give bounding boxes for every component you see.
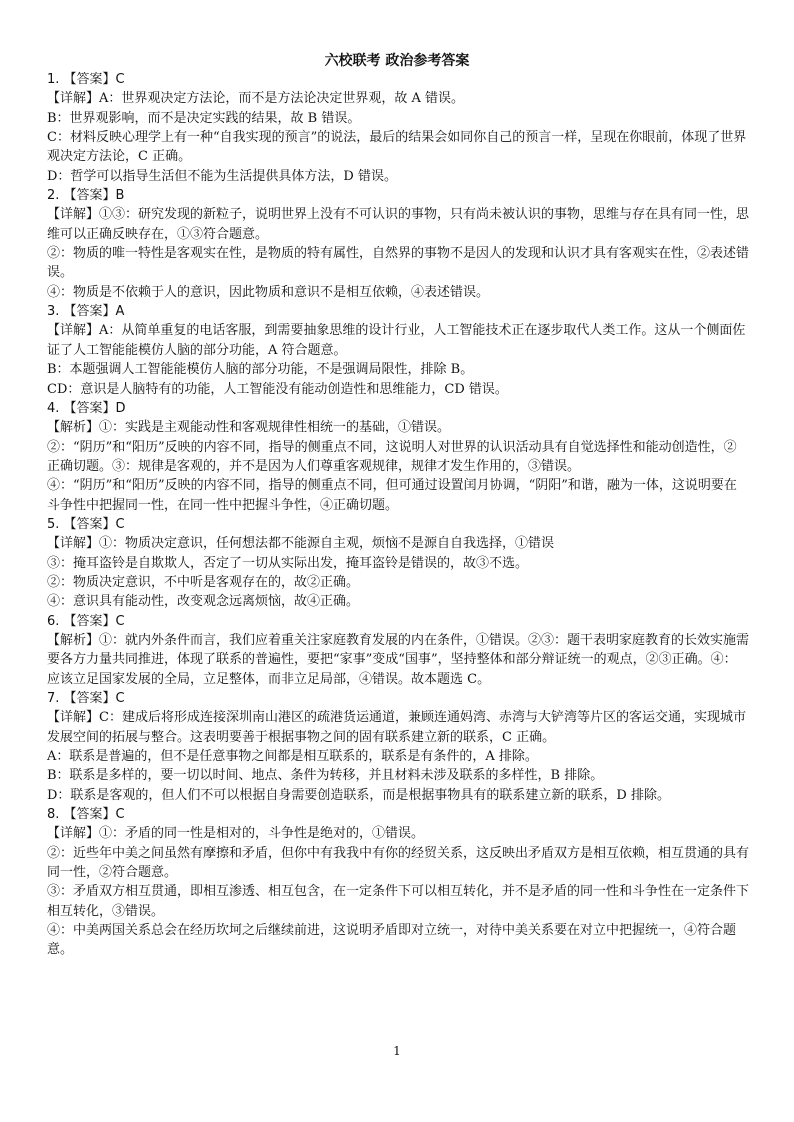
q4-answer: 4. 【答案】D <box>47 400 126 416</box>
q4-detail-23: ②：“阴历”和“阳历”反映的内容不同，指导的侧重点不同，这说明人对世界的认识活动具有自觉选择性和能动创造性，②正确切题。③：规律是客观的，并不是因为人们尊重客观规律，规律才发生作用的，③错误。 <box>47 439 737 474</box>
q6-answer: 6. 【答案】C <box>47 613 125 629</box>
q8-detail-4: ④：中美两国关系总会在经历坎坷之后继续前进，这说明矛盾即对立统一，对待中美关系要在对立中把握统一，④符合题意。 <box>47 923 737 958</box>
q2-detail-13: 【详解】①③：研究发现的新粒子，说明世界上没有不可认识的事物，只有尚未被认识的事物，思维与存在具有同一性，思维可以正确反映存在，①③符合题意。 <box>47 207 750 242</box>
q4-detail-1: 【解析】①：实践是主观能动性和客观规律性相统一的基础，①错误。 <box>47 420 451 436</box>
q7-detail-a: A：联系是普遍的，但不是任意事物之间都是相互联系的，联系是有条件的，A 排除。 <box>47 749 538 765</box>
q5-answer: 5. 【答案】C <box>47 516 125 532</box>
q6-detail: 【解析】①：就内外条件而言，我们应着重关注家庭教育发展的内在条件，①错误。②③：题干表明家庭教育的长效实施需要各方力量共同推进，体现了联系的普遍性，要把“家事”变成“国事”，坚持整体和部分辩证统一的观点，②③正确。④：应该立足国家发展的全局，立足整体，而非立足局部，④错误。故本题选 C。 <box>47 632 750 687</box>
q1-detail-d: D：哲学可以指导生活但不能为生活提供具体方法，D 错误。 <box>47 168 397 184</box>
q2-detail-2: ②：物质的唯一特性是客观实在性，是物质的特有属性，自然界的事物不是因人的发现和认识才具有客观实在性，②表述错误。 <box>47 246 750 281</box>
q5-detail-2: ②：物质决定意识，不中听是客观存在的，故②正确。 <box>47 574 360 590</box>
q1-detail-a: 【详解】A：世界观决定方法论，而不是方法论决定世界观，故 A 错误。 <box>47 91 465 107</box>
q3-answer: 3. 【答案】A <box>47 304 125 320</box>
q1-detail-b: B：世界观影响，而不是决定实践的结果，故 B 错误。 <box>47 110 361 126</box>
q2-detail-4: ④：物质是不依赖于人的意识，因此物质和意识不是相互依赖，④表述错误。 <box>47 284 490 300</box>
q1-answer: 1. 【答案】C <box>47 72 125 87</box>
q5-detail-1: 【详解】①：物质决定意识，任何想法都不能源自主观，烦恼不是源自自我选择，①错误 <box>47 536 555 552</box>
q8-detail-3: ③：矛盾双方相互贯通，即相互渗透、相互包含，在一定条件下可以相互转化，并不是矛盾的同一性和斗争性在一定条件下相互转化，③错误。 <box>47 884 750 919</box>
q4-detail-4: ④：“阴历”和“阳历”反映的内容不同，指导的侧重点不同，但可通过设置闰月协调，“阴阳”和谐，融为一体，这说明要在斗争性中把握同一性，在同一性中把握斗争性，④正确切题。 <box>47 478 737 513</box>
q5-detail-3: ③：掩耳盗铃是自欺欺人，否定了一切从实际出发，掩耳盗铃是错误的，故③不选。 <box>47 555 529 571</box>
answer-content <box>47 70 749 960</box>
q3-detail-b: B：本题强调人工智能能模仿人脑的部分功能，不是强调局限性，排除 B。 <box>47 362 474 378</box>
q8-detail-1: 【详解】①：矛盾的同一性是相对的，斗争性是绝对的，①错误。 <box>47 826 425 842</box>
q3-detail-a: 【详解】A：从简单重复的电话客服，到需要抽象思维的设计行业，人工智能技术正在逐步取代人类工作。这从一个侧面佐证了人工智能能模仿人脑的部分功能，A 符合题意。 <box>47 323 746 358</box>
page-number: 1 <box>393 1044 401 1058</box>
q7-detail-d: D：联系是客观的，但人们不可以根据自身需要创造联系，而是根据事物具有的联系建立新的联系，D 排除。 <box>47 787 670 803</box>
q5-detail-4: ④：意识具有能动性，改变观念远离烦恼，故④正确。 <box>47 594 360 610</box>
q7-detail-c: 【详解】C：建成后将形成连接深圳南山港区的疏港货运通道，兼顾连通妈湾、赤湾与大铲湾等片区的客运交通，实现城市发展空间的拓展与整合。这表明要善于根据事物之间的固有联系建立新的联系，C 正确。 <box>47 710 746 745</box>
q3-detail-cd: CD：意识是人脑特有的功能，人工智能没有能动创造性和思维能力，CD 错误。 <box>47 381 508 397</box>
page-title: 六校联考 政治参考答案 <box>324 53 470 69</box>
q8-answer: 8. 【答案】C <box>47 807 125 823</box>
q7-detail-b: B：联系是多样的，要一切以时间、地点、条件为转移，并且材料未涉及联系的多样性，B 排除。 <box>47 768 604 784</box>
q1-detail-c: C：材料反映心理学上有一种“自我实现的预言”的说法，最后的结果会如同你自己的预言一样，呈现在你眼前，体现了世界观决定方法论，C 正确。 <box>47 130 747 165</box>
q2-answer: 2. 【答案】B <box>47 188 125 204</box>
q7-answer: 7. 【答案】C <box>47 691 125 706</box>
q8-detail-2: ②：近些年中美之间虽然有摩擦和矛盾，但你中有我我中有你的经贸关系，这反映出矛盾双方是相互依赖，相互贯通的具有同一性，②符合题意。 <box>47 845 750 881</box>
